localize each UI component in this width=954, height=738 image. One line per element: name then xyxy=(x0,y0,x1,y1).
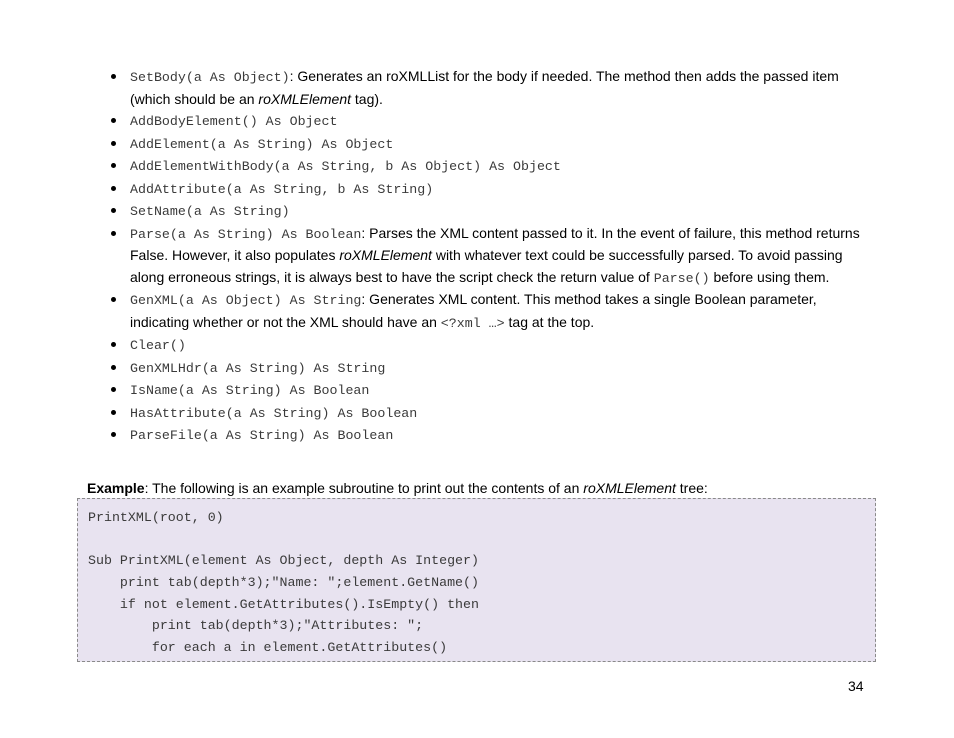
example-intro xyxy=(87,479,708,497)
page-number: 34 xyxy=(848,678,864,694)
method-signature: Parse(a As String) As Boolean xyxy=(130,226,362,242)
method-description: roXMLElement xyxy=(339,247,432,263)
method-item xyxy=(108,357,868,380)
example-text-before: : The following is an example subroutine to print out the contents of an xyxy=(144,480,584,496)
code-line: print tab(depth*3);"Name: ";element.GetName() xyxy=(88,575,479,591)
method-item xyxy=(108,379,868,402)
method-signature: SetName(a As String) xyxy=(130,204,290,219)
method-list xyxy=(108,66,868,447)
method-signature: GenXMLHdr(a As String) As String xyxy=(130,360,386,376)
method-description: : Generates an roXMLList for the body if needed. The method then adds the passed item (which should be an xyxy=(130,68,839,107)
method-item xyxy=(108,66,868,110)
method-description: with whatever text could be successfully parsed. To avoid passing along erroneous strings, it is always best to have the script check the return value of xyxy=(130,247,843,285)
method-item xyxy=(108,424,868,447)
method-description: : Parses the XML content passed to it. In the event of failure, this method returns False. However, it also populates xyxy=(130,224,860,263)
method-item xyxy=(108,178,868,201)
method-description: tag at the top. xyxy=(504,313,595,330)
method-item xyxy=(108,110,868,133)
code-example-box xyxy=(77,498,876,662)
method-item xyxy=(108,200,868,223)
method-description: Parse() xyxy=(653,270,710,286)
code-line: if not element.GetAttributes().IsEmpty() then xyxy=(88,596,479,612)
method-signature: GenXML(a As Object) As String xyxy=(130,293,362,308)
method-description: before using them. xyxy=(709,268,830,285)
example-label: Example xyxy=(87,480,145,496)
method-item xyxy=(108,223,868,290)
code-line: print tab(depth*3);"Attributes: "; xyxy=(88,618,424,634)
code-line: PrintXML(root, 0) xyxy=(88,510,224,525)
method-signature: AddElementWithBody(a As String, b As Object) As Object xyxy=(130,159,561,174)
method-item xyxy=(108,402,868,425)
example-italic: roXMLElement xyxy=(583,480,676,496)
method-signature: SetBody(a As Object) xyxy=(130,70,290,85)
method-signature: AddElement(a As String) As Object xyxy=(130,136,394,152)
method-signature: Clear() xyxy=(130,338,186,353)
method-signature: AddBodyElement() As Object xyxy=(130,114,338,129)
code-lines xyxy=(88,507,479,659)
method-item xyxy=(108,155,868,178)
example-text-after: tree: xyxy=(675,480,708,496)
code-line xyxy=(88,529,479,551)
code-line: for each a in element.GetAttributes() xyxy=(88,640,448,656)
method-item xyxy=(108,334,868,357)
method-description: <?xml …> xyxy=(440,315,505,331)
method-signature: IsName(a As String) As Boolean xyxy=(130,383,370,398)
method-signature: HasAttribute(a As String) As Boolean xyxy=(130,405,418,421)
method-item xyxy=(108,133,868,156)
method-signature: AddAttribute(a As String, b As String) xyxy=(130,181,434,197)
code-line: Sub PrintXML(element As Object, depth As Integer) xyxy=(88,553,479,569)
method-description: tag). xyxy=(351,90,383,107)
method-item xyxy=(108,289,868,334)
method-description: : Generates XML content. This method takes a single Boolean parameter, indicating whether or not the XML should have an xyxy=(130,291,817,330)
method-signature: ParseFile(a As String) As Boolean xyxy=(130,428,394,443)
method-description: roXMLElement xyxy=(258,90,352,107)
